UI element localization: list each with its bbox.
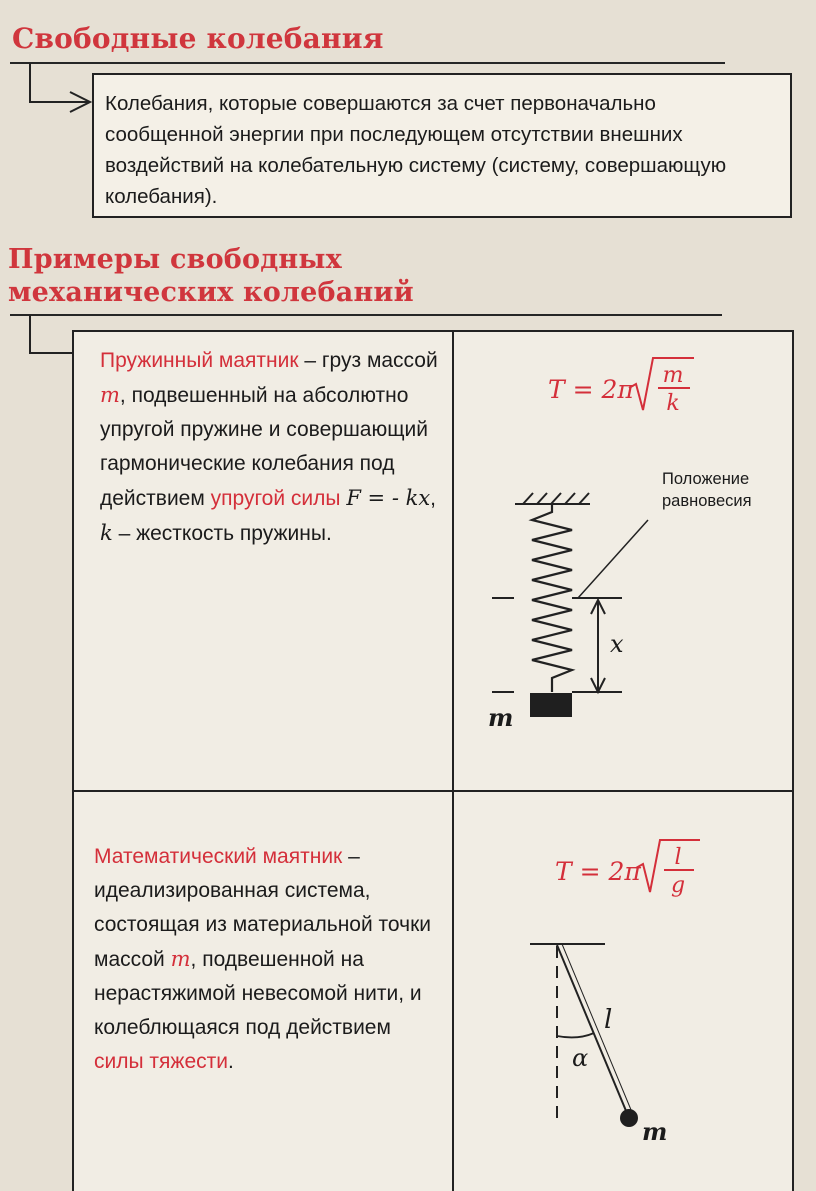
pendulum-period-formula: [555, 840, 700, 898]
spring-pendulum-term: Пружинный маятник: [100, 349, 299, 372]
formula-lhs: T = 2π: [548, 375, 634, 404]
pendulum-string-shadow: [562, 944, 634, 1117]
alpha-label: α: [572, 1044, 589, 1072]
desc-text: – груз массой: [298, 349, 438, 372]
pendulum-bob: [620, 1109, 638, 1127]
x-label: x: [610, 630, 624, 658]
desc-text: ,: [430, 487, 437, 510]
force-formula: F = - kx: [346, 486, 431, 510]
mass-symbol: m: [100, 383, 120, 407]
heading-examples-line1: Примеры свободных: [8, 244, 342, 275]
desc-text: – идеализированная система, состоящая из материальной точки массой: [94, 845, 432, 971]
desc-text: , подвешенной на нерастяжимой невесомой нити, и колеблющаяся под действием: [94, 948, 422, 1039]
desc-text: , подвешенный на абсолютно упругой пружине и совершающий гармонические колебания под действием: [100, 384, 428, 510]
elastic-force-term: упругой силы: [210, 487, 341, 510]
mass-symbol: m: [170, 947, 191, 971]
definition-text: Колебания, которые совершаются за счет первоначально сообщенной энергии при последующем отсутствии внешних воздействий на колебательную систему (систему, совершающую колебания).: [105, 92, 727, 208]
formula-numerator: m: [662, 363, 684, 388]
bob-mass-label: m: [642, 1117, 668, 1146]
mass-label: m: [488, 703, 514, 732]
equilibrium-label-line2: равновесия: [662, 492, 752, 510]
sqrt-sign: [636, 840, 700, 892]
gravity-term: силы тяжести: [94, 1050, 228, 1073]
stiffness-symbol: k: [100, 521, 113, 545]
pendulum-string: [557, 945, 629, 1118]
desc-text: .: [227, 1050, 234, 1073]
formula-denominator: g: [670, 873, 686, 898]
heading-examples-line2: механических колебаний: [8, 277, 414, 308]
formula-lhs: T = 2π: [555, 857, 641, 886]
heading-free-oscillations: Свободные колебания: [12, 22, 384, 55]
length-label: l: [604, 1005, 613, 1035]
formula-numerator: l: [674, 845, 682, 870]
formula-denominator: k: [666, 391, 680, 416]
equilibrium-label-line1: Положение: [662, 470, 750, 488]
math-pendulum-term: Математический маятник: [94, 845, 343, 868]
angle-arc: [557, 1033, 594, 1037]
desc-text: – жесткость пружины.: [112, 522, 332, 545]
